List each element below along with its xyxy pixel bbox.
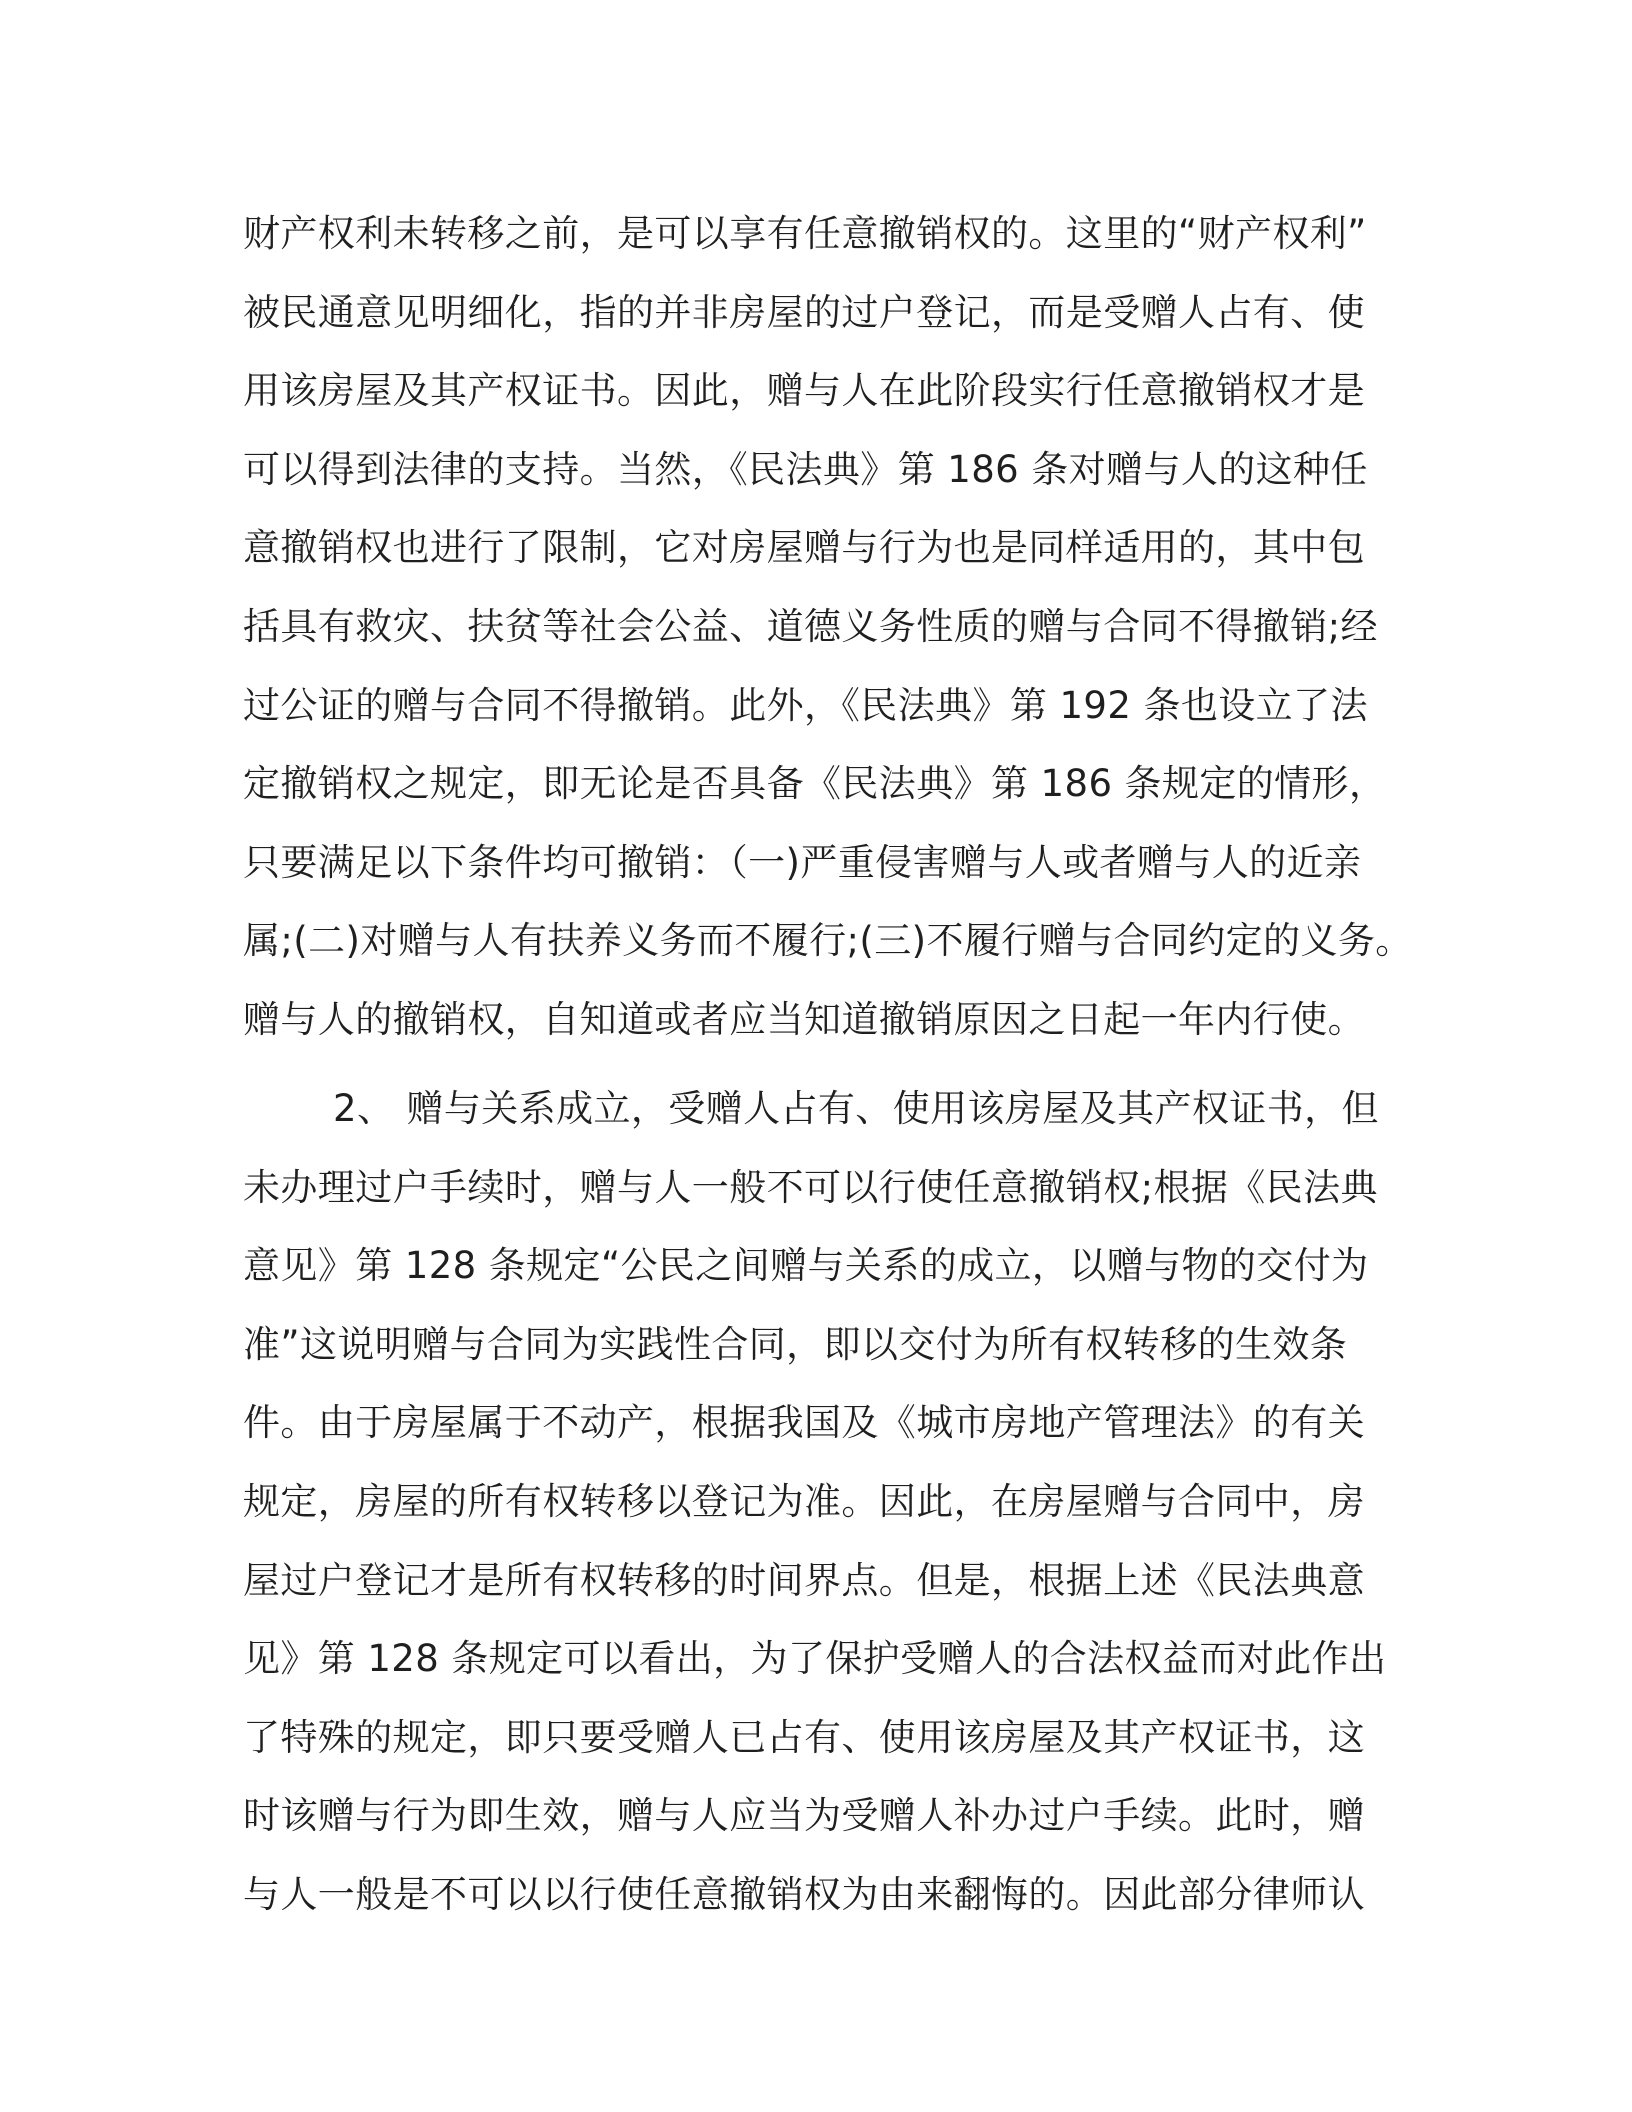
text-line: 过公证的赠与合同不得撤销。此外，《民法典》第 192 条也设立了法: [243, 683, 1368, 727]
text-line: 赠与人的撤销权，自知道或者应当知道撤销原因之日起一年内行使。: [243, 997, 1365, 1041]
text-line: 用该房屋及其产权证书。因此，赠与人在此阶段实行任意撤销权才是: [243, 369, 1365, 413]
text-line: 意撤销权也进行了限制，它对房屋赠与行为也是同样适用的，其中包: [243, 526, 1365, 570]
text-line: 规定，房屋的所有权转移以登记为准。因此，在房屋赠与合同中，房: [243, 1479, 1365, 1523]
text-line: 与人一般是不可以以行使任意撤销权为由来翻悔的。因此部分律师认: [243, 1872, 1365, 1916]
text-line: 属;(二)对赠与人有扶养义务而不履行;(三)不履行赠与合同约定的义务。: [243, 919, 1413, 963]
text-line: 括具有救灾、扶贫等社会公益、道德义务性质的赠与合同不得撤销;经: [243, 604, 1378, 648]
paragraph-2: [243, 1070, 1393, 1935]
text-line: 可以得到法律的支持。当然，《民法典》第 186 条对赠与人的这种任: [243, 447, 1368, 491]
paragraph-1: [243, 195, 1413, 1060]
text-line: 准”这说明赠与合同为实践性合同，即以交付为所有权转移的生效条: [243, 1322, 1348, 1366]
text-line: 意见》第 128 条规定“公民之间赠与关系的成立，以赠与物的交付为: [243, 1244, 1369, 1288]
text-line: 定撤销权之规定，即无论是否具备《民法典》第 186 条规定的情形，: [243, 762, 1387, 806]
text-line: 了特殊的规定，即只要受赠人已占有、使用该房屋及其产权证书，这: [243, 1715, 1365, 1759]
text-line: 财产权利未转移之前，是可以享有任意撤销权的。这里的“财产权利”: [243, 212, 1367, 255]
text-line: 时该赠与行为即生效，赠与人应当为受赠人补办过户手续。此时，赠: [243, 1794, 1365, 1838]
text-line-first: 2、 赠与关系成立，受赠人占有、使用该房屋及其产权证书，但: [333, 1087, 1379, 1130]
text-line: 未办理过户手续时，赠与人一般不可以行使任意撤销权;根据《民法典: [243, 1165, 1378, 1209]
text-line: 见》第 128 条规定可以看出，为了保护受赠人的合法权益而对此作出: [243, 1637, 1387, 1681]
text-line: 屋过户登记才是所有权转移的时间界点。但是，根据上述《民法典意: [243, 1558, 1365, 1602]
text-line: 只要满足以下条件均可撤销：（一)严重侵害赠与人或者赠与人的近亲: [243, 840, 1362, 884]
text-line: 被民通意见明细化，指的并非房屋的过户登记，而是受赠人占有、使: [243, 290, 1365, 334]
text-line: 件。由于房屋属于不动产，根据我国及《城市房地产管理法》的有关: [243, 1401, 1365, 1445]
